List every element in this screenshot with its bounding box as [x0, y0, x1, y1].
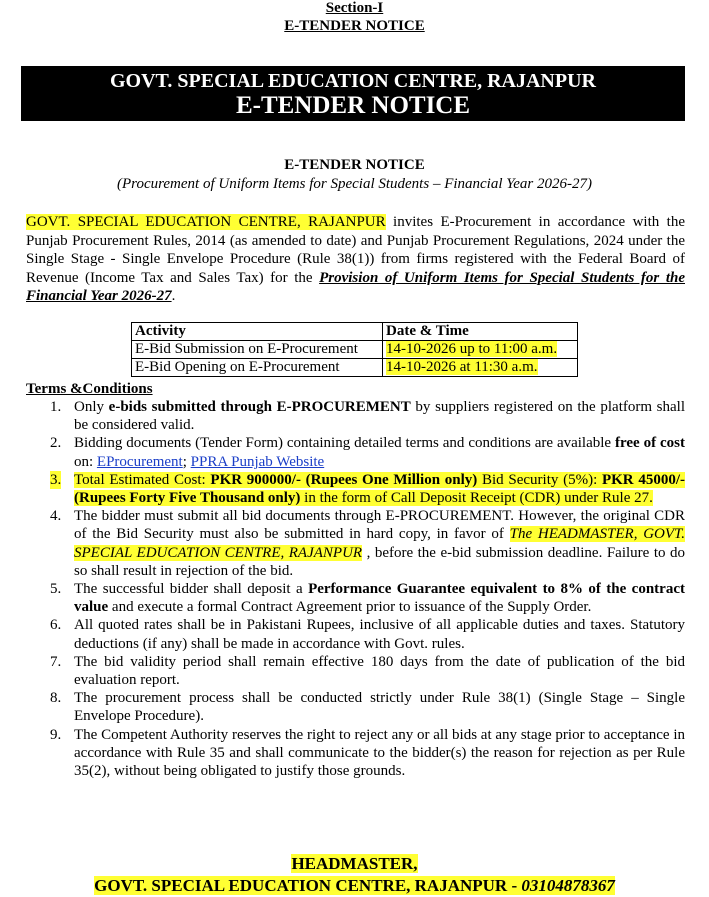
schedule-datetime-value: 14-10-2026 up to 11:00 a.m.: [386, 341, 558, 357]
intro-text: invites E-Procurement in accordance with the Punjab Procurement Rules, 2014 (as amended to date) and Punjab Procurement Regulations, 2024 under the Single Stage - Single Envelope Procedure (Rule 38(1)) from firms registered with the Federal Board of Revenue (Income Tax and Sales Tax) for the: [26, 214, 685, 286]
term-text: The procurement process shall be conducted strictly under Rule 38(1) (Single Stage – Single Envelope Procedure).: [74, 690, 685, 725]
list-item: [26, 434, 685, 470]
signature-org-line: [0, 875, 709, 897]
term-text: The bid validity period shall remain effective 180 days from the date of publication of the bid evaluation report.: [74, 653, 685, 689]
term-number: 7.: [50, 653, 62, 670]
signature-phone: 03104878367: [521, 876, 615, 895]
term-number: 4.: [50, 508, 62, 525]
notice-title: E-TENDER NOTICE: [284, 157, 425, 173]
term-emphasis: Performance Guarantee equivalent to 8% of the contract value: [74, 581, 685, 616]
term-emphasis: The HEADMASTER, GOVT. SPECIAL EDUCATION CENTRE, RAJANPUR: [74, 526, 686, 561]
signature-title-text: HEADMASTER,: [291, 854, 418, 873]
schedule-datetime: [383, 359, 578, 377]
term-emphasis: e-bids submitted through E-PROCUREMENT: [108, 399, 411, 415]
term-text: in the form of Call Deposit Receipt (CDR) under Rule 27.: [300, 490, 653, 507]
term-number: 1.: [50, 399, 62, 415]
terms-list: [26, 398, 685, 780]
term-emphasis: free of cost: [615, 435, 686, 452]
intro-org: GOVT. SPECIAL EDUCATION CENTRE, RAJANPUR: [26, 214, 386, 230]
intro-paragraph: [26, 213, 685, 306]
term-text: The successful bidder shall deposit a: [74, 581, 309, 598]
term-number: 9.: [50, 726, 62, 743]
section-header: [0, 0, 709, 36]
term-number: 8.: [50, 690, 62, 707]
list-item: [26, 653, 685, 689]
term-text: by suppliers registered on the platform shall be considered valid.: [74, 399, 686, 434]
intro-provision: Provision of Uniform Items for Special Students for the Financial Year 2026-27: [26, 269, 685, 304]
section-title: E-TENDER NOTICE: [284, 18, 425, 34]
term-number: 6.: [50, 617, 62, 634]
banner-title: E-TENDER NOTICE: [235, 92, 471, 119]
term-number: 2.: [50, 435, 62, 452]
list-item: [26, 507, 685, 580]
table-row: [132, 359, 578, 377]
schedule-datetime-value: 14-10-2026 at 11:30 a.m.: [386, 359, 538, 375]
term-text: Bidding documents (Tender Form) containing detailed terms and conditions are available: [74, 435, 615, 452]
signature-block: [0, 853, 709, 897]
signature-org: GOVT. SPECIAL EDUCATION CENTRE, RAJANPUR -: [94, 876, 522, 895]
term-text: Total Estimated Cost:: [74, 471, 211, 488]
list-item: [26, 471, 685, 507]
schedule-datetime: [383, 341, 578, 359]
schedule-activity: E-Bid Submission on E-Procurement: [132, 341, 383, 359]
list-item: [26, 398, 685, 434]
term-text: on:: [74, 453, 97, 470]
term-text: All quoted rates shall be in Pakistani Rupees, inclusive of all applicable duties and taxes. Statutory deductions (if any) shall be made in accordance with Govt. rules.: [74, 617, 685, 652]
intro-end: .: [171, 288, 176, 304]
term-text: The Competent Authority reserves the right to reject any or all bids at any stage prior to acceptance in accordance with Rule 35 and shall communicate to the bidder(s) the reason for rejection as per Rule 35(2), without being obligated to justify those grounds.: [74, 726, 685, 780]
schedule-header-row: [132, 323, 578, 341]
signature-title: [0, 853, 709, 875]
term-text: ;: [182, 453, 191, 470]
term-text: and execute a formal Contract Agreement prior to issuance of the Supply Order.: [108, 599, 592, 616]
list-item: [26, 726, 685, 781]
schedule-table: [131, 322, 578, 377]
list-item: [26, 580, 685, 616]
ppra-punjab-link[interactable]: PPRA Punjab Website: [190, 453, 325, 470]
term-text: Only: [74, 399, 109, 415]
term-text: The bidder must submit all bid documents through E-PROCUREMENT. However, the original CDR of the Bid Security must also be submitted in hard copy, in favor of: [74, 508, 685, 543]
list-item: [26, 616, 685, 652]
schedule-header-activity: Activity: [132, 323, 383, 341]
term-number: 5.: [50, 581, 62, 598]
section-label: Section-I: [325, 0, 384, 16]
schedule-activity: E-Bid Opening on E-Procurement: [132, 359, 383, 377]
eprocurement-link[interactable]: EProcurement: [96, 453, 183, 470]
term-text: Bid Security (5%):: [477, 471, 602, 488]
term-emphasis: PKR 900000/- (Rupees One Million only): [210, 471, 478, 488]
term-emphasis: PKR 45000/- (Rupees Forty Five Thousand only): [74, 471, 685, 507]
terms-title: Terms &Conditions: [26, 381, 153, 397]
schedule-header-datetime: Date & Time: [383, 323, 578, 341]
banner-org: GOVT. SPECIAL EDUCATION CENTRE, RAJANPUR: [110, 70, 596, 92]
table-row: [132, 341, 578, 359]
term-text: , before the e-bid submission deadline. Failure to do so shall result in rejection of the bid.: [74, 544, 685, 579]
term-number: 3.: [50, 471, 62, 488]
notice-subtitle: (Procurement of Uniform Items for Special Students – Financial Year 2026-27): [117, 176, 592, 192]
title-banner: [21, 66, 685, 121]
list-item: [26, 689, 685, 725]
